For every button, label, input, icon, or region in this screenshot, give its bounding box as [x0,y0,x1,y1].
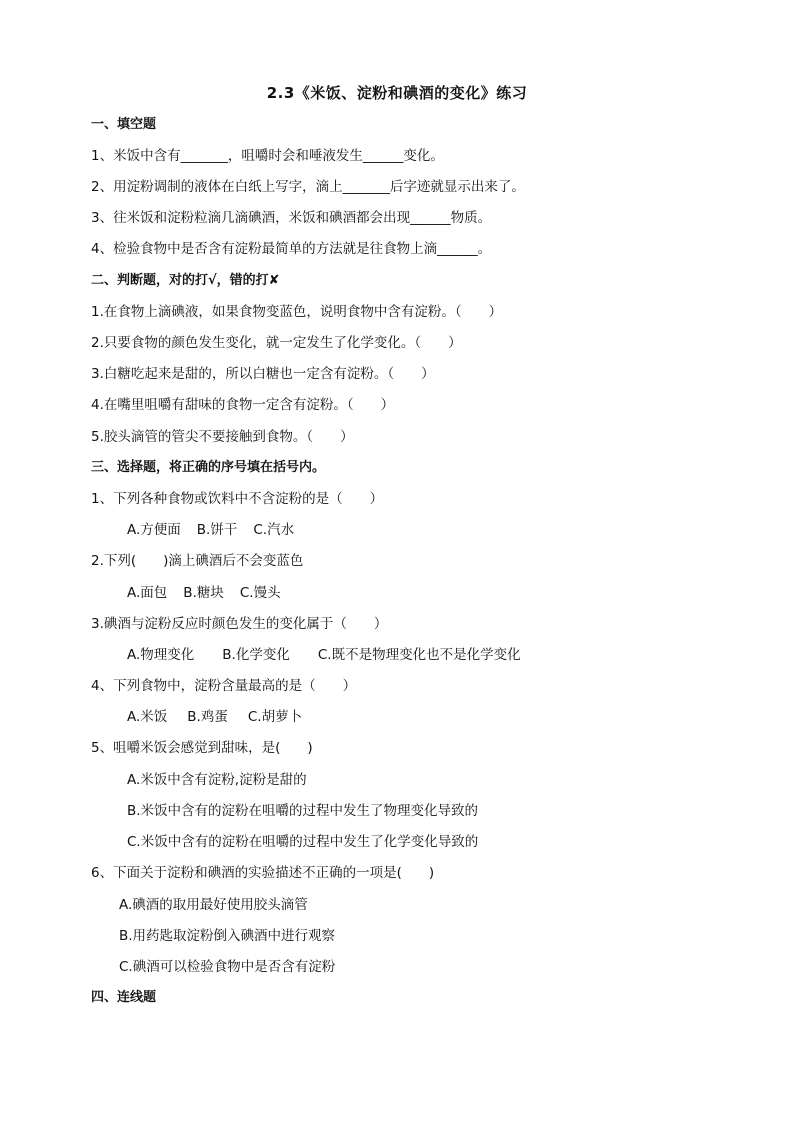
true-false-item-5: 5.胶头滴管的管尖不要接触到食物。（ ） [91,429,354,445]
option-c: C.胡萝卜 [247,709,303,725]
option-b: B.鸡蛋 [187,709,228,725]
page-title: 2.3《米饭、淀粉和碘酒的变化》练习 [266,84,528,102]
fill-blank-item-4: 4、检验食物中是否含有淀粉最简单的方法就是往食物上滴______。 [91,241,492,257]
choice-question-4: 4、下列食物中，淀粉含量最高的是（ ） [91,678,357,694]
option-a: A.米饭 [127,709,168,725]
choice-question-5: 5、咀嚼米饭会感觉到甜味，是( ) [91,740,313,756]
option-a: A.米饭中含有淀粉,淀粉是甜的 [127,772,307,788]
true-false-item-4: 4.在嘴里咀嚼有甜味的食物一定含有淀粉。（ ） [91,397,395,413]
option-a: A.碘酒的取用最好使用胶头滴管 [119,897,308,913]
option-b: B.米饭中含有的淀粉在咀嚼的过程中发生了物理变化导致的 [127,803,479,819]
option-b: B.饼干 [196,522,238,538]
option-a: A.面包 [127,585,168,601]
choice-question-2: 2.下列( )滴上碘酒后不会变蓝色 [91,553,304,569]
choice-question-6: 6、下面关于淀粉和碘酒的实验描述不正确的一项是( ) [91,865,435,881]
fill-blank-item-2: 2、用淀粉调制的液体在白纸上写字，滴上_______后字迹就显示出来了。 [91,179,525,195]
section-heading-true-false: 二、判断题，对的打√，错的打✘ [91,273,280,288]
choice-options-1 [127,521,294,539]
choice-options-4 [127,708,302,726]
option-b: B.化学变化 [222,647,290,663]
section-heading-choice: 三、选择题，将正确的序号填在括号内。 [91,460,326,475]
section-heading-matching: 四、连线题 [91,990,157,1005]
choice-question-1: 1、下列各种食物或饮料中不含淀粉的是（ ） [91,491,384,507]
true-false-item-3: 3.白糖吃起来是甜的，所以白糖也一定含有淀粉。（ ） [91,366,435,382]
option-c: C.米饭中含有的淀粉在咀嚼的过程中发生了化学变化导致的 [127,834,479,850]
option-b: B.用药匙取淀粉倒入碘酒中进行观察 [119,928,336,944]
true-false-item-2: 2.只要食物的颜色发生变化，就一定发生了化学变化。（ ） [91,335,462,351]
option-c: C.既不是物理变化也不是化学变化 [317,647,521,663]
fill-blank-item-3: 3、往米饭和淀粉粒滴几滴碘酒，米饭和碘酒都会出现______物质。 [91,210,492,226]
option-a: A.方便面 [127,522,181,538]
choice-question-3: 3.碘酒与淀粉反应时颜色发生的变化属于（ ） [91,616,388,632]
option-a: A.物理变化 [127,647,195,663]
choice-options-2 [127,584,281,602]
section-heading-fill-blank: 一、填空题 [91,117,157,132]
option-b: B.糖块 [183,585,224,601]
choice-options-3 [127,646,521,664]
option-c: C.汽水 [253,522,295,538]
option-c: C.碘酒可以检验食物中是否含有淀粉 [119,959,336,975]
option-c: C.馒头 [239,585,281,601]
true-false-item-1: 1.在食物上滴碘液，如果食物变蓝色，说明食物中含有淀粉。（ ） [91,304,503,320]
fill-blank-item-1: 1、米饭中含有_______，咀嚼时会和唾液发生______变化。 [91,148,444,164]
